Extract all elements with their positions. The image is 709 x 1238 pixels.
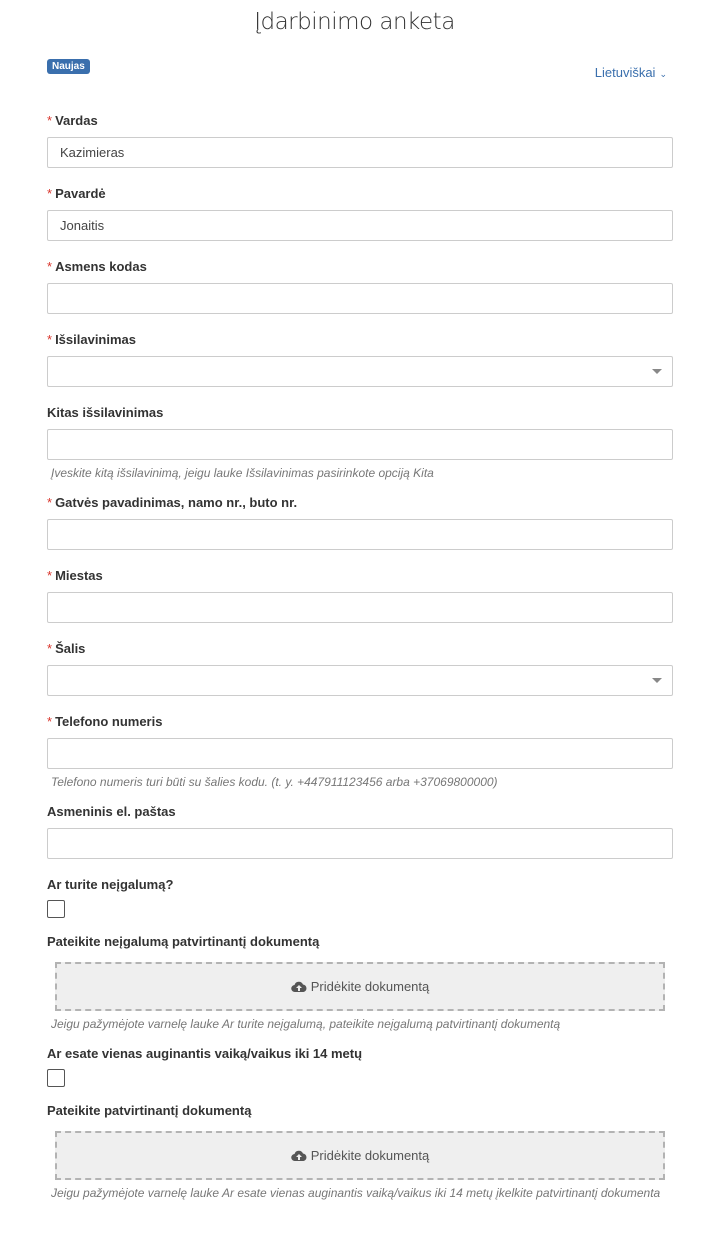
caret-down-icon (652, 369, 662, 374)
upload-label: Pridėkite dokumentą (310, 979, 430, 994)
vienas-doc-help: Jeigu pažymėjote varnelę lauke Ar esate vienas auginantis vaiką/vaikus iki 14 metų įkelkite patvirtinantį dokumenta (51, 1186, 661, 1200)
vardas-label (47, 112, 673, 130)
chevron-down-icon: ⌄ (659, 69, 667, 79)
negalia-upload-button[interactable] (55, 962, 665, 1011)
miestas-input[interactable] (47, 592, 673, 623)
gatve-input[interactable] (47, 519, 673, 550)
email-input[interactable] (47, 828, 673, 859)
required-mark: * (47, 568, 53, 583)
required-mark: * (47, 186, 53, 201)
vienas-upload-button[interactable] (55, 1131, 665, 1180)
language-label: Lietuviškai (594, 65, 656, 80)
label-text: Pavardė (55, 186, 106, 201)
page-title: Įdarbinimo anketa (254, 9, 455, 35)
vienas-label: Ar esate vienas auginantis vaiką/vaikus iki 14 metų (47, 1046, 363, 1061)
miestas-label (47, 567, 673, 585)
label-text: Miestas (55, 568, 103, 583)
pavarde-label (47, 185, 673, 203)
required-mark: * (47, 714, 53, 729)
label-text: Išsilavinimas (55, 332, 137, 347)
language-selector[interactable] (595, 65, 667, 80)
cloud-upload-icon (291, 981, 307, 993)
label-text: Telefono numeris (55, 714, 163, 729)
label-text: Vardas (55, 113, 98, 128)
pavarde-input[interactable]: Jonaitis (47, 210, 673, 241)
negalia-label: Ar turite neįgalumą? (47, 877, 174, 892)
salis-label (47, 640, 673, 658)
kitas-help: Įveskite kitą išsilavinimą, jeigu lauke Išsilavinimas pasirinkote opciją Kita (51, 466, 434, 480)
asmens-kodas-input[interactable] (47, 283, 673, 314)
kitas-label: Kitas išsilavinimas (47, 405, 164, 420)
required-mark: * (47, 641, 53, 656)
vienas-checkbox[interactable] (47, 1069, 65, 1087)
application-form (47, 112, 673, 1218)
issilavinimas-select[interactable] (47, 356, 673, 387)
required-mark: * (47, 259, 53, 274)
pastas-label: Asmeninis el. paštas (47, 804, 176, 819)
status-badge: Naujas (47, 59, 90, 74)
required-mark: * (47, 332, 53, 347)
issilavinimas-label (47, 331, 673, 349)
required-mark: * (47, 495, 53, 510)
vardas-input[interactable]: Kazimieras (47, 137, 673, 168)
cloud-upload-icon (291, 1150, 307, 1162)
label-text: Šalis (55, 641, 86, 656)
vienas-doc-label: Pateikite patvirtinantį dokumentą (47, 1103, 252, 1118)
required-mark: * (47, 113, 53, 128)
telefonas-input[interactable] (47, 738, 673, 769)
label-text: Gatvės pavadinimas, namo nr., buto nr. (55, 495, 298, 510)
kitas-issilavinimas-input[interactable] (47, 429, 673, 460)
gatve-label (47, 494, 673, 512)
salis-select[interactable] (47, 665, 673, 696)
negalia-checkbox[interactable] (47, 900, 65, 918)
negalia-doc-label: Pateikite neįgalumą patvirtinantį dokumentą (47, 934, 320, 949)
asmens-kodas-label (47, 258, 673, 276)
negalia-doc-help: Jeigu pažymėjote varnelę lauke Ar turite neįgalumą, pateikite neįgalumą patvirtinantį dokumentą (51, 1017, 561, 1031)
telefonas-label (47, 713, 673, 731)
label-text: Asmens kodas (55, 259, 147, 274)
upload-label: Pridėkite dokumentą (310, 1148, 430, 1163)
telefonas-help: Telefono numeris turi būti su šalies kodu. (t. y. +447911123456 arba +37069800000) (51, 775, 498, 789)
caret-down-icon (652, 678, 662, 683)
